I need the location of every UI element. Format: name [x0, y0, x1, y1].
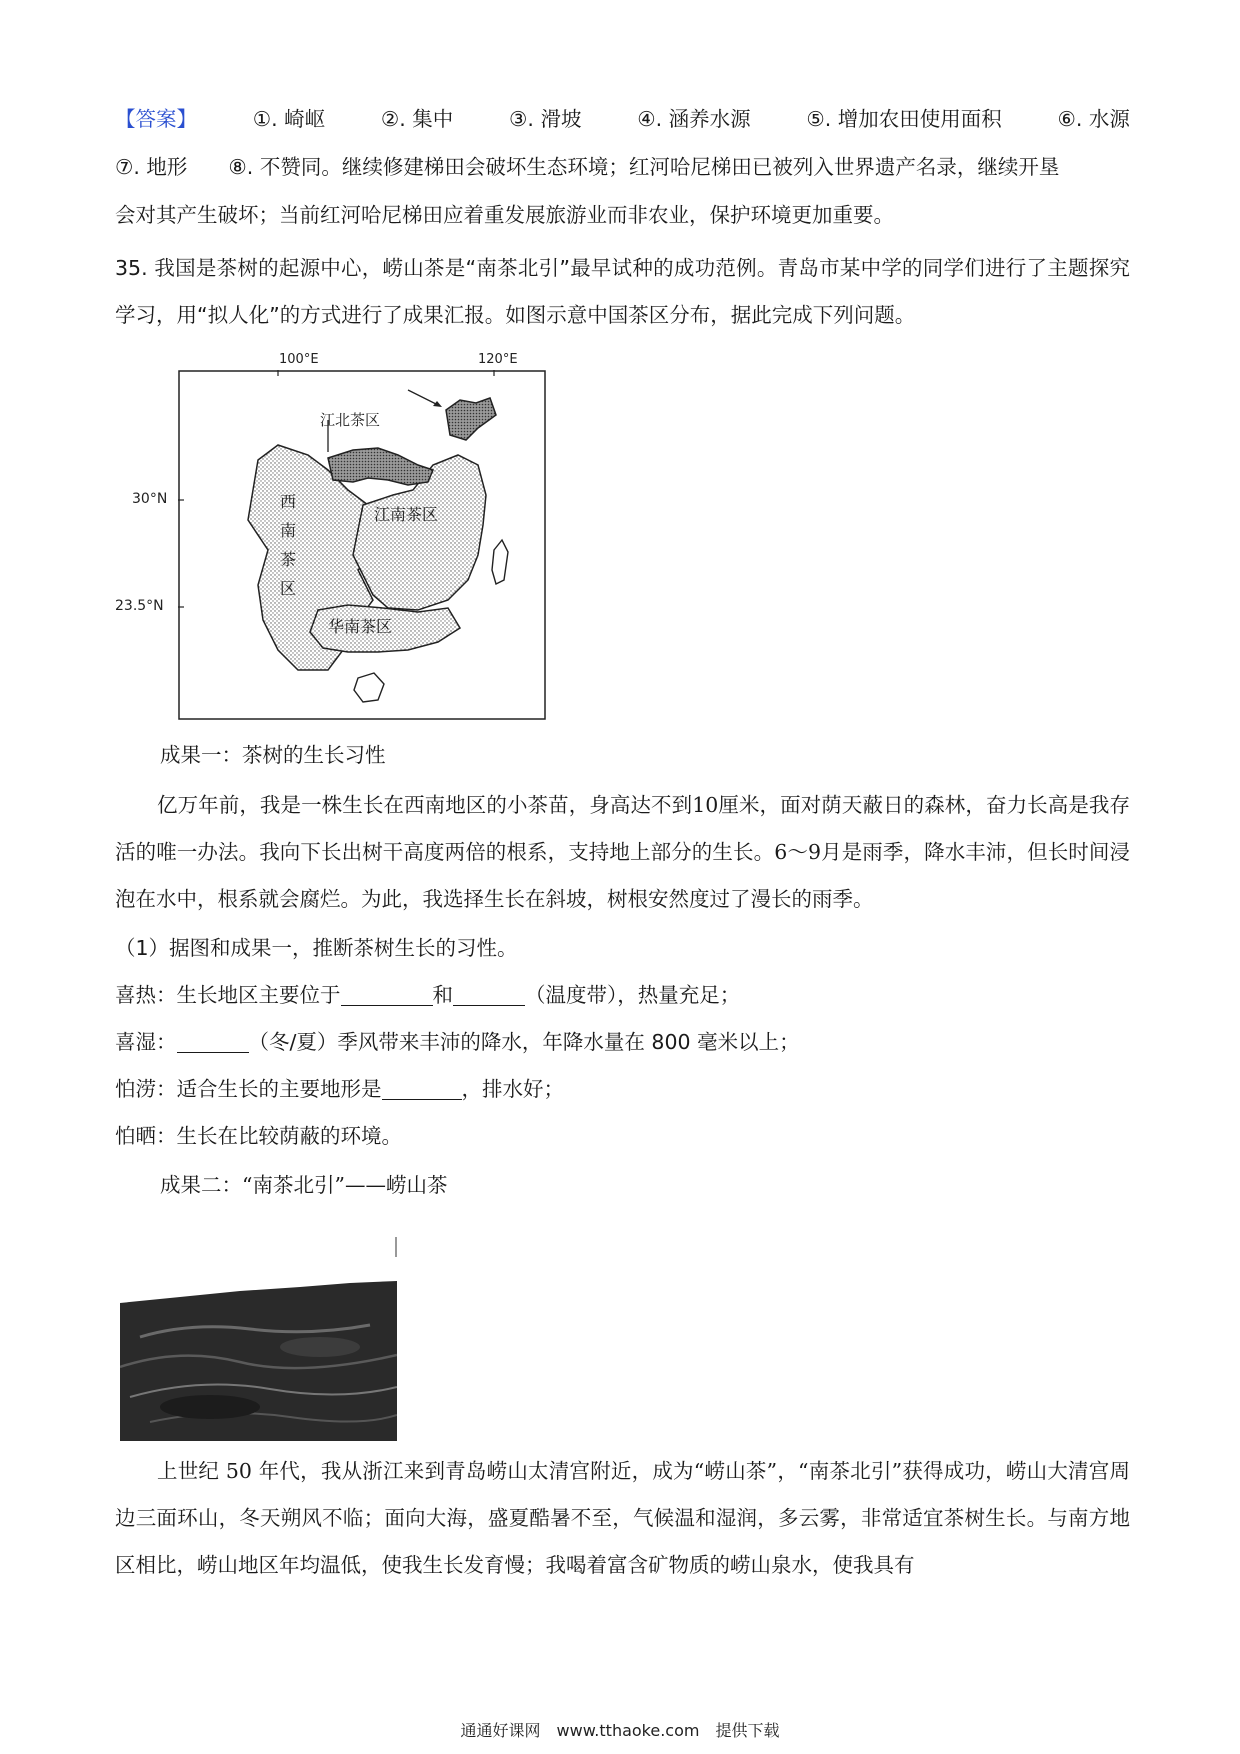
answer-item: ③. 滑坡 [509, 107, 582, 131]
result2-title: 成果二：“南茶北引”——崂山茶 [160, 1173, 448, 1197]
svg-text:西: 西 [280, 492, 297, 511]
result1-text: 亿万年前，我是一株生长在西南地区的小茶苗，身高达不到10厘米，面对荫天蔽日的森林，奋力长高是我存活的唯一办法。我向下长出树干高度两倍的根系，支持地上部分的生长。6～9月是雨季，降水丰沛，但长时间浸泡在水中，根系就会腐烂。为此，我选择生长在斜坡，树根安然度过了漫长的雨季。 [115, 793, 1130, 911]
tea-region-map [178, 370, 546, 720]
result1-title: 成果一：茶树的生长习性 [160, 743, 386, 767]
answer-line-1 [115, 104, 1130, 134]
answer-item: ②. 集中 [380, 107, 454, 131]
sub1-wet: 喜湿： （冬/夏）季风带来丰沛的降水，年降水量在 800 毫米以上； [115, 1030, 800, 1054]
answer-item: ⑥. 水源 [1057, 107, 1130, 131]
svg-text:南: 南 [280, 521, 297, 540]
lon-label-120: 120°E [478, 352, 518, 367]
page-footer: 通通好课网 www.tthaoke.com 提供下载 [460, 1721, 780, 1740]
answer-item: ⑤. 增加农田使用面积 [806, 107, 1002, 131]
sub1-flood: 怕涝：适合生长的主要地形是 ，排水好； [115, 1077, 564, 1101]
answer-line-3: 会对其产生破坏；当前红河哈尼梯田应着重发展旅游业而非农业，保护环境更加重要。 [115, 203, 894, 227]
question-text: 我国是茶树的起源中心，崂山茶是“南茶北引”最早试种的成功范例。青岛市某中学的同学们进行了主题探究学习，用“拟人化”的方式进行了成果汇报。如图示意中国茶区分布，据此完成下列问题。 [115, 256, 1130, 327]
answer-blank-4[interactable] [382, 1075, 462, 1100]
svg-text:茶: 茶 [280, 550, 297, 569]
label-huanan: 华南茶区 [328, 617, 393, 636]
lon-label-100: 100°E [279, 352, 319, 367]
label-jiangnan: 江南茶区 [374, 505, 439, 524]
answer-line-2: ⑦. 地形 ⑧. 不赞同。继续修建梯田会破坏生态环境；红河哈尼梯田已被列入世界遗产名录，继续开垦 [115, 155, 1060, 179]
lat-label-23-5: 23.5°N [115, 598, 164, 614]
answer-tag: 【答案】 [115, 107, 197, 131]
answer-blank-3[interactable] [177, 1028, 249, 1053]
lat-label-30: 30°N [132, 491, 168, 507]
answer-blank-1[interactable] [341, 981, 433, 1006]
answer-item: ①. 崎岖 [252, 107, 326, 131]
answer-blank-2[interactable] [453, 981, 525, 1006]
label-jiangbei: 江北茶区 [320, 411, 381, 429]
laoshan-tea-photo [120, 1237, 397, 1441]
sub1-heat: 喜热：生长地区主要位于 和 （温度带），热量充足； [115, 983, 741, 1007]
question-35 [115, 245, 1130, 339]
question-number: 35. [115, 256, 148, 280]
svg-text:区: 区 [280, 579, 297, 598]
result2-text: 上世纪 50 年代，我从浙江来到青岛崂山太清宫附近，成为“崂山茶”，“南茶北引”获得成功，崂山大清宫周边三面环山，冬天朔风不临；面向大海，盛夏酷暑不至，气候温和湿润，多云雾，非常适宜茶树生长。与南方地区相比，崂山地区年均温低，使我生长发育慢；我喝着富含矿物质的崂山泉水，使我具有 [115, 1459, 1130, 1577]
sub1-prompt: （1）据图和成果一，推断茶树生长的习性。 [115, 936, 518, 960]
answer-item: ④. 涵养水源 [637, 107, 751, 131]
sub1-sun: 怕晒：生长在比较荫蔽的环境。 [115, 1124, 402, 1148]
